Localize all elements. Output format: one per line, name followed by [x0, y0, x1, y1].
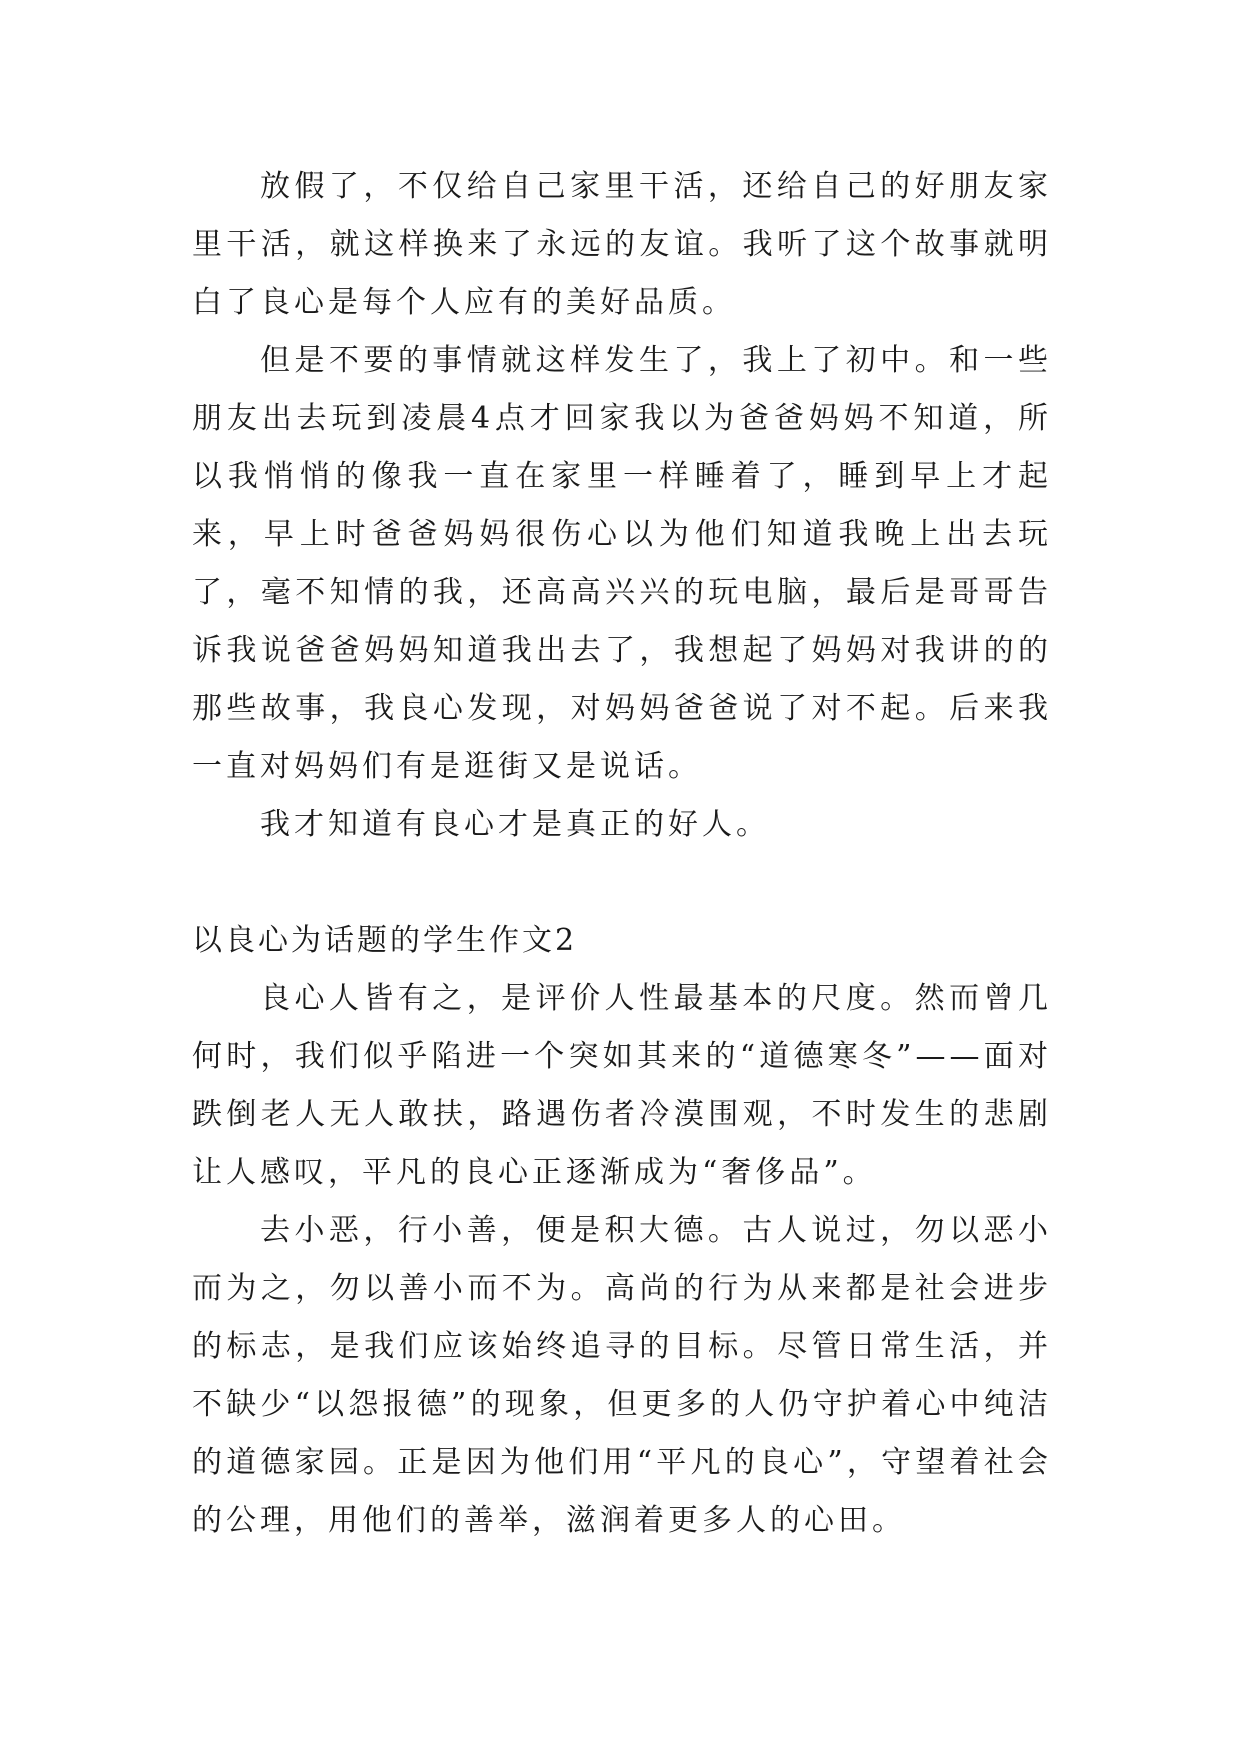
paragraph-5: 去小恶，行小善，便是积大德。古人说过，勿以恶小而为之，勿以善小而不为。高尚的行为从来都是社会进步的标志，是我们应该始终追寻的目标。尽管日常生活，并不缺少“以怨报德”的现象，但更多的人仍守护着心中纯洁的道德家园。正是因为他们用“平凡的良心”，守望着社会的公理，用他们的善举，滋润着更多人的心田。 [192, 1213, 1052, 1538]
section-title: 以良心为话题的学生作文2 [192, 923, 578, 958]
section-gap [192, 854, 1052, 912]
paragraph-1: 放假了，不仅给自己家里干活，还给自己的好朋友家里干活，就这样换来了永远的友谊。我听了这个故事就明白了良心是每个人应有的美好品质。 [192, 169, 1052, 320]
document-body [192, 158, 1052, 1550]
paragraph-4: 良心人皆有之，是评价人性最基本的尺度。然而曾几何时，我们似乎陷进一个突如其来的“道德寒冬”——面对跌倒老人无人敢扶，路遇伤者冷漠围观，不时发生的悲剧让人感叹，平凡的良心正逐渐成为“奢侈品”。 [192, 981, 1052, 1190]
paragraph-2: 但是不要的事情就这样发生了，我上了初中。和一些朋友出去玩到凌晨4点才回家我以为爸爸妈妈不知道，所以我悄悄的像我一直在家里一样睡着了，睡到早上才起来，早上时爸爸妈妈很伤心以为他们知道我晚上出去玩了，毫不知情的我，还高高兴兴的玩电脑，最后是哥哥告诉我说爸爸妈妈知道我出去了，我想起了妈妈对我讲的的那些故事，我良心发现，对妈妈爸爸说了对不起。后来我一直对妈妈们有是逛街又是说话。 [192, 343, 1052, 784]
paragraph-3: 我才知道有良心才是真正的好人。 [260, 807, 770, 842]
